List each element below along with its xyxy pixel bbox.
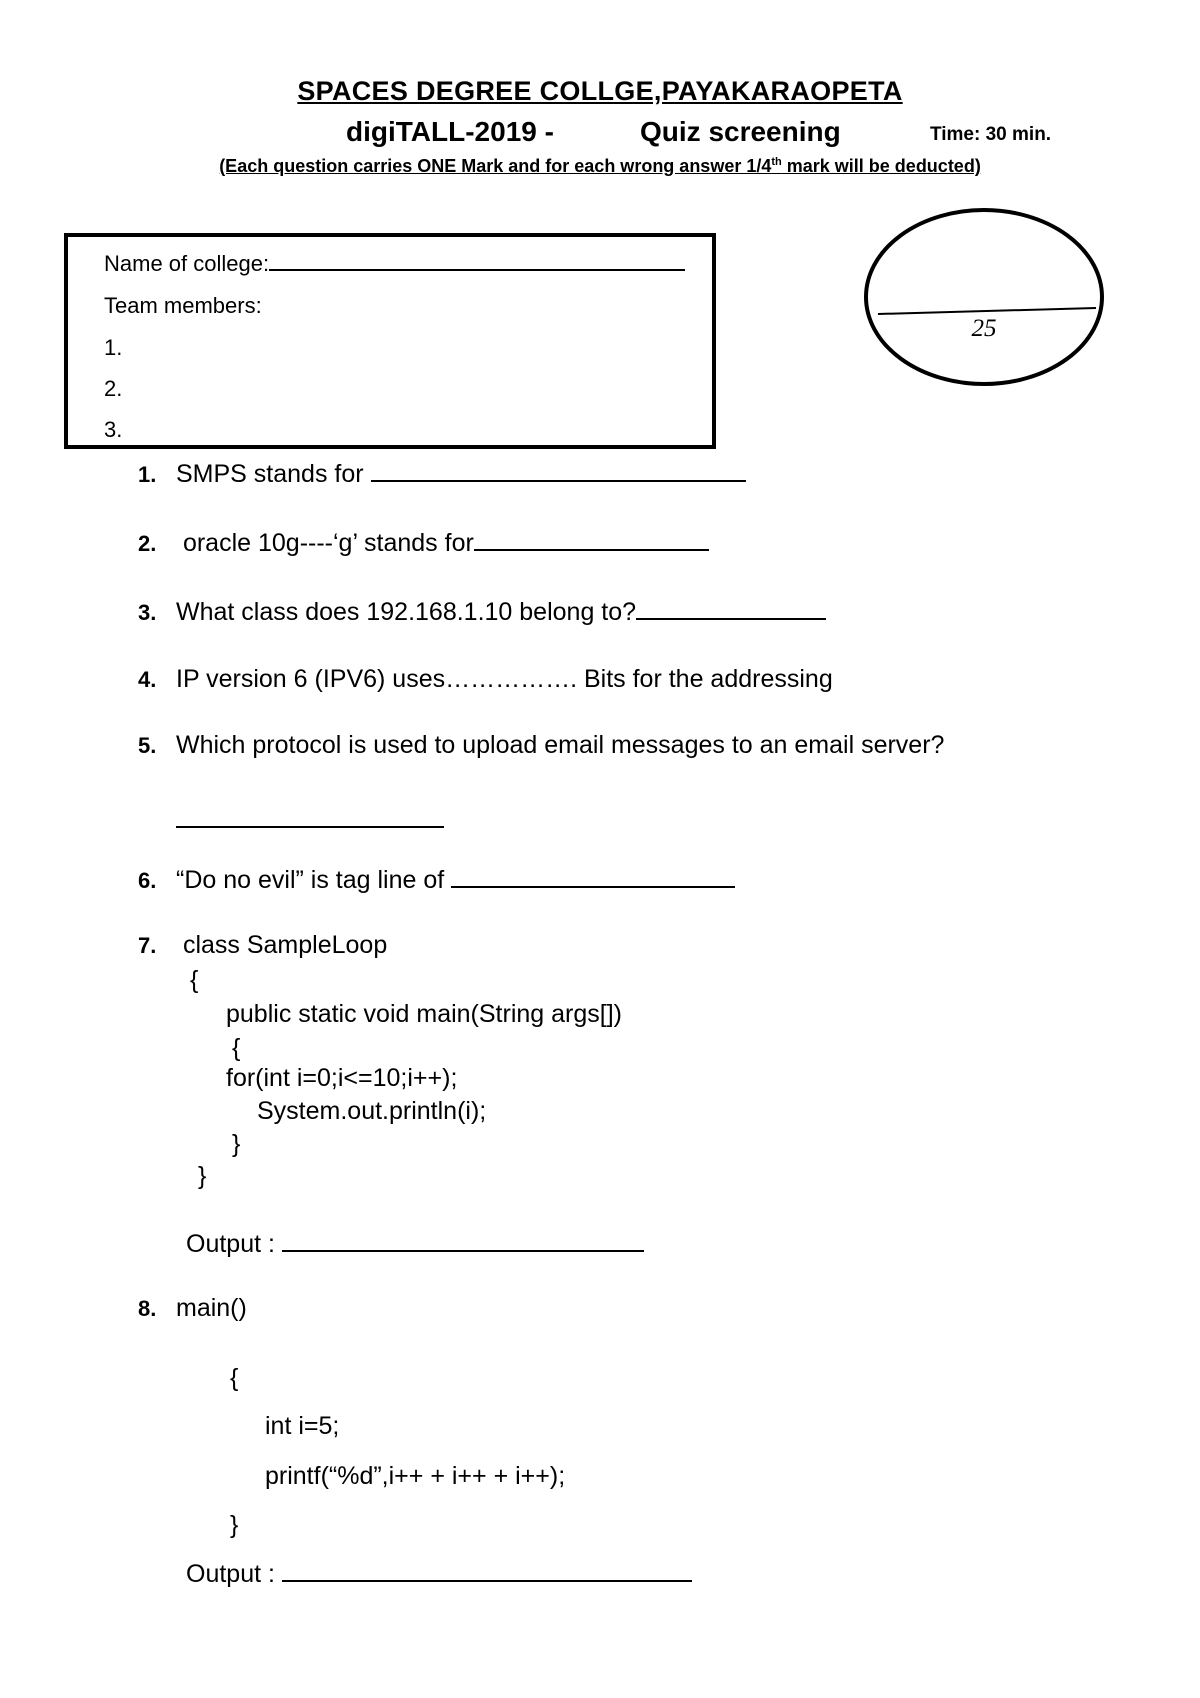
question-text: oracle 10g----‘g’ stands for [176, 529, 474, 557]
output-blank[interactable] [282, 1228, 644, 1252]
output-label: Output : [186, 1560, 282, 1588]
question-3 [138, 596, 826, 627]
question-number: 3. [138, 600, 157, 625]
question-4 [138, 665, 833, 694]
code-line: { [230, 1364, 239, 1392]
instruction-text: (Each question carries ONE Mark and for each wrong answer 1/4 [219, 156, 772, 176]
answer-blank-5[interactable] [176, 802, 444, 828]
answer-blank[interactable] [636, 596, 826, 620]
score-ellipse [866, 210, 1102, 384]
question-text: IP version 6 (IPV6) uses……………. Bits for the addressing [176, 665, 833, 693]
code-line: for(int i=0;i<=10;i++); [226, 1064, 458, 1092]
event-name: digiTALL-2019 - [346, 116, 554, 147]
output-blank[interactable] [282, 1558, 692, 1582]
time-label: Time: 30 min. [930, 124, 1052, 145]
score-circle [860, 205, 1110, 395]
instruction-text-end: mark will be deducted) [781, 156, 981, 176]
code-line: { [190, 966, 199, 994]
question-number: 7. [138, 933, 157, 958]
member-1: 1. [104, 335, 123, 360]
code-line: { [232, 1034, 241, 1062]
question-text: Which protocol is used to upload email messages to an email server? [176, 731, 945, 759]
question-text: class SampleLoop [176, 931, 388, 959]
question-number: 5. [138, 733, 157, 758]
question-2 [138, 527, 709, 558]
code-line: printf(“%d”,i++ + i++ + i++); [265, 1462, 566, 1490]
question-number: 1. [138, 462, 157, 487]
screening-label: Quiz screening [640, 116, 841, 147]
question-5 [138, 731, 944, 760]
marking-instruction [0, 156, 1200, 177]
code-line: System.out.println(i); [257, 1097, 487, 1125]
college-name-blank[interactable] [269, 269, 685, 271]
details-box [64, 233, 716, 449]
code-line: } [230, 1511, 239, 1539]
code-line: public static void main(String args[]) [226, 1000, 622, 1028]
output-label: Output : [186, 1230, 282, 1258]
question-text: main() [176, 1294, 247, 1322]
answer-blank[interactable] [474, 527, 709, 551]
answer-blank[interactable] [451, 864, 735, 888]
question-text: “Do no evil” is tag line of [176, 866, 452, 894]
question-7 [138, 931, 387, 960]
question-6 [138, 864, 735, 895]
code-line: } [232, 1130, 241, 1158]
college-name-label: Name of college: [104, 251, 270, 276]
answer-blank[interactable] [371, 458, 746, 482]
member-3: 3. [104, 417, 123, 442]
question-text: SMPS stands for [176, 460, 371, 488]
question-8 [138, 1294, 247, 1323]
question-number: 8. [138, 1296, 157, 1321]
code-line: } [198, 1162, 207, 1190]
question-text: What class does 192.168.1.10 belong to? [176, 598, 637, 626]
college-title: SPACES DEGREE COLLGE,PAYAKARAOPETA [297, 76, 903, 106]
code-line: int i=5; [265, 1412, 340, 1440]
team-members-label: Team members: [104, 293, 262, 318]
instruction-sup: th [771, 156, 782, 168]
question-number: 4. [138, 667, 157, 692]
score-line [878, 308, 1096, 314]
member-2: 2. [104, 376, 123, 401]
output-row-8 [186, 1558, 692, 1589]
college-name-row [104, 251, 704, 277]
question-number: 2. [138, 531, 157, 556]
score-value: 25 [971, 315, 997, 342]
output-row-7 [186, 1228, 644, 1259]
question-1 [138, 458, 746, 489]
question-number: 6. [138, 868, 157, 893]
